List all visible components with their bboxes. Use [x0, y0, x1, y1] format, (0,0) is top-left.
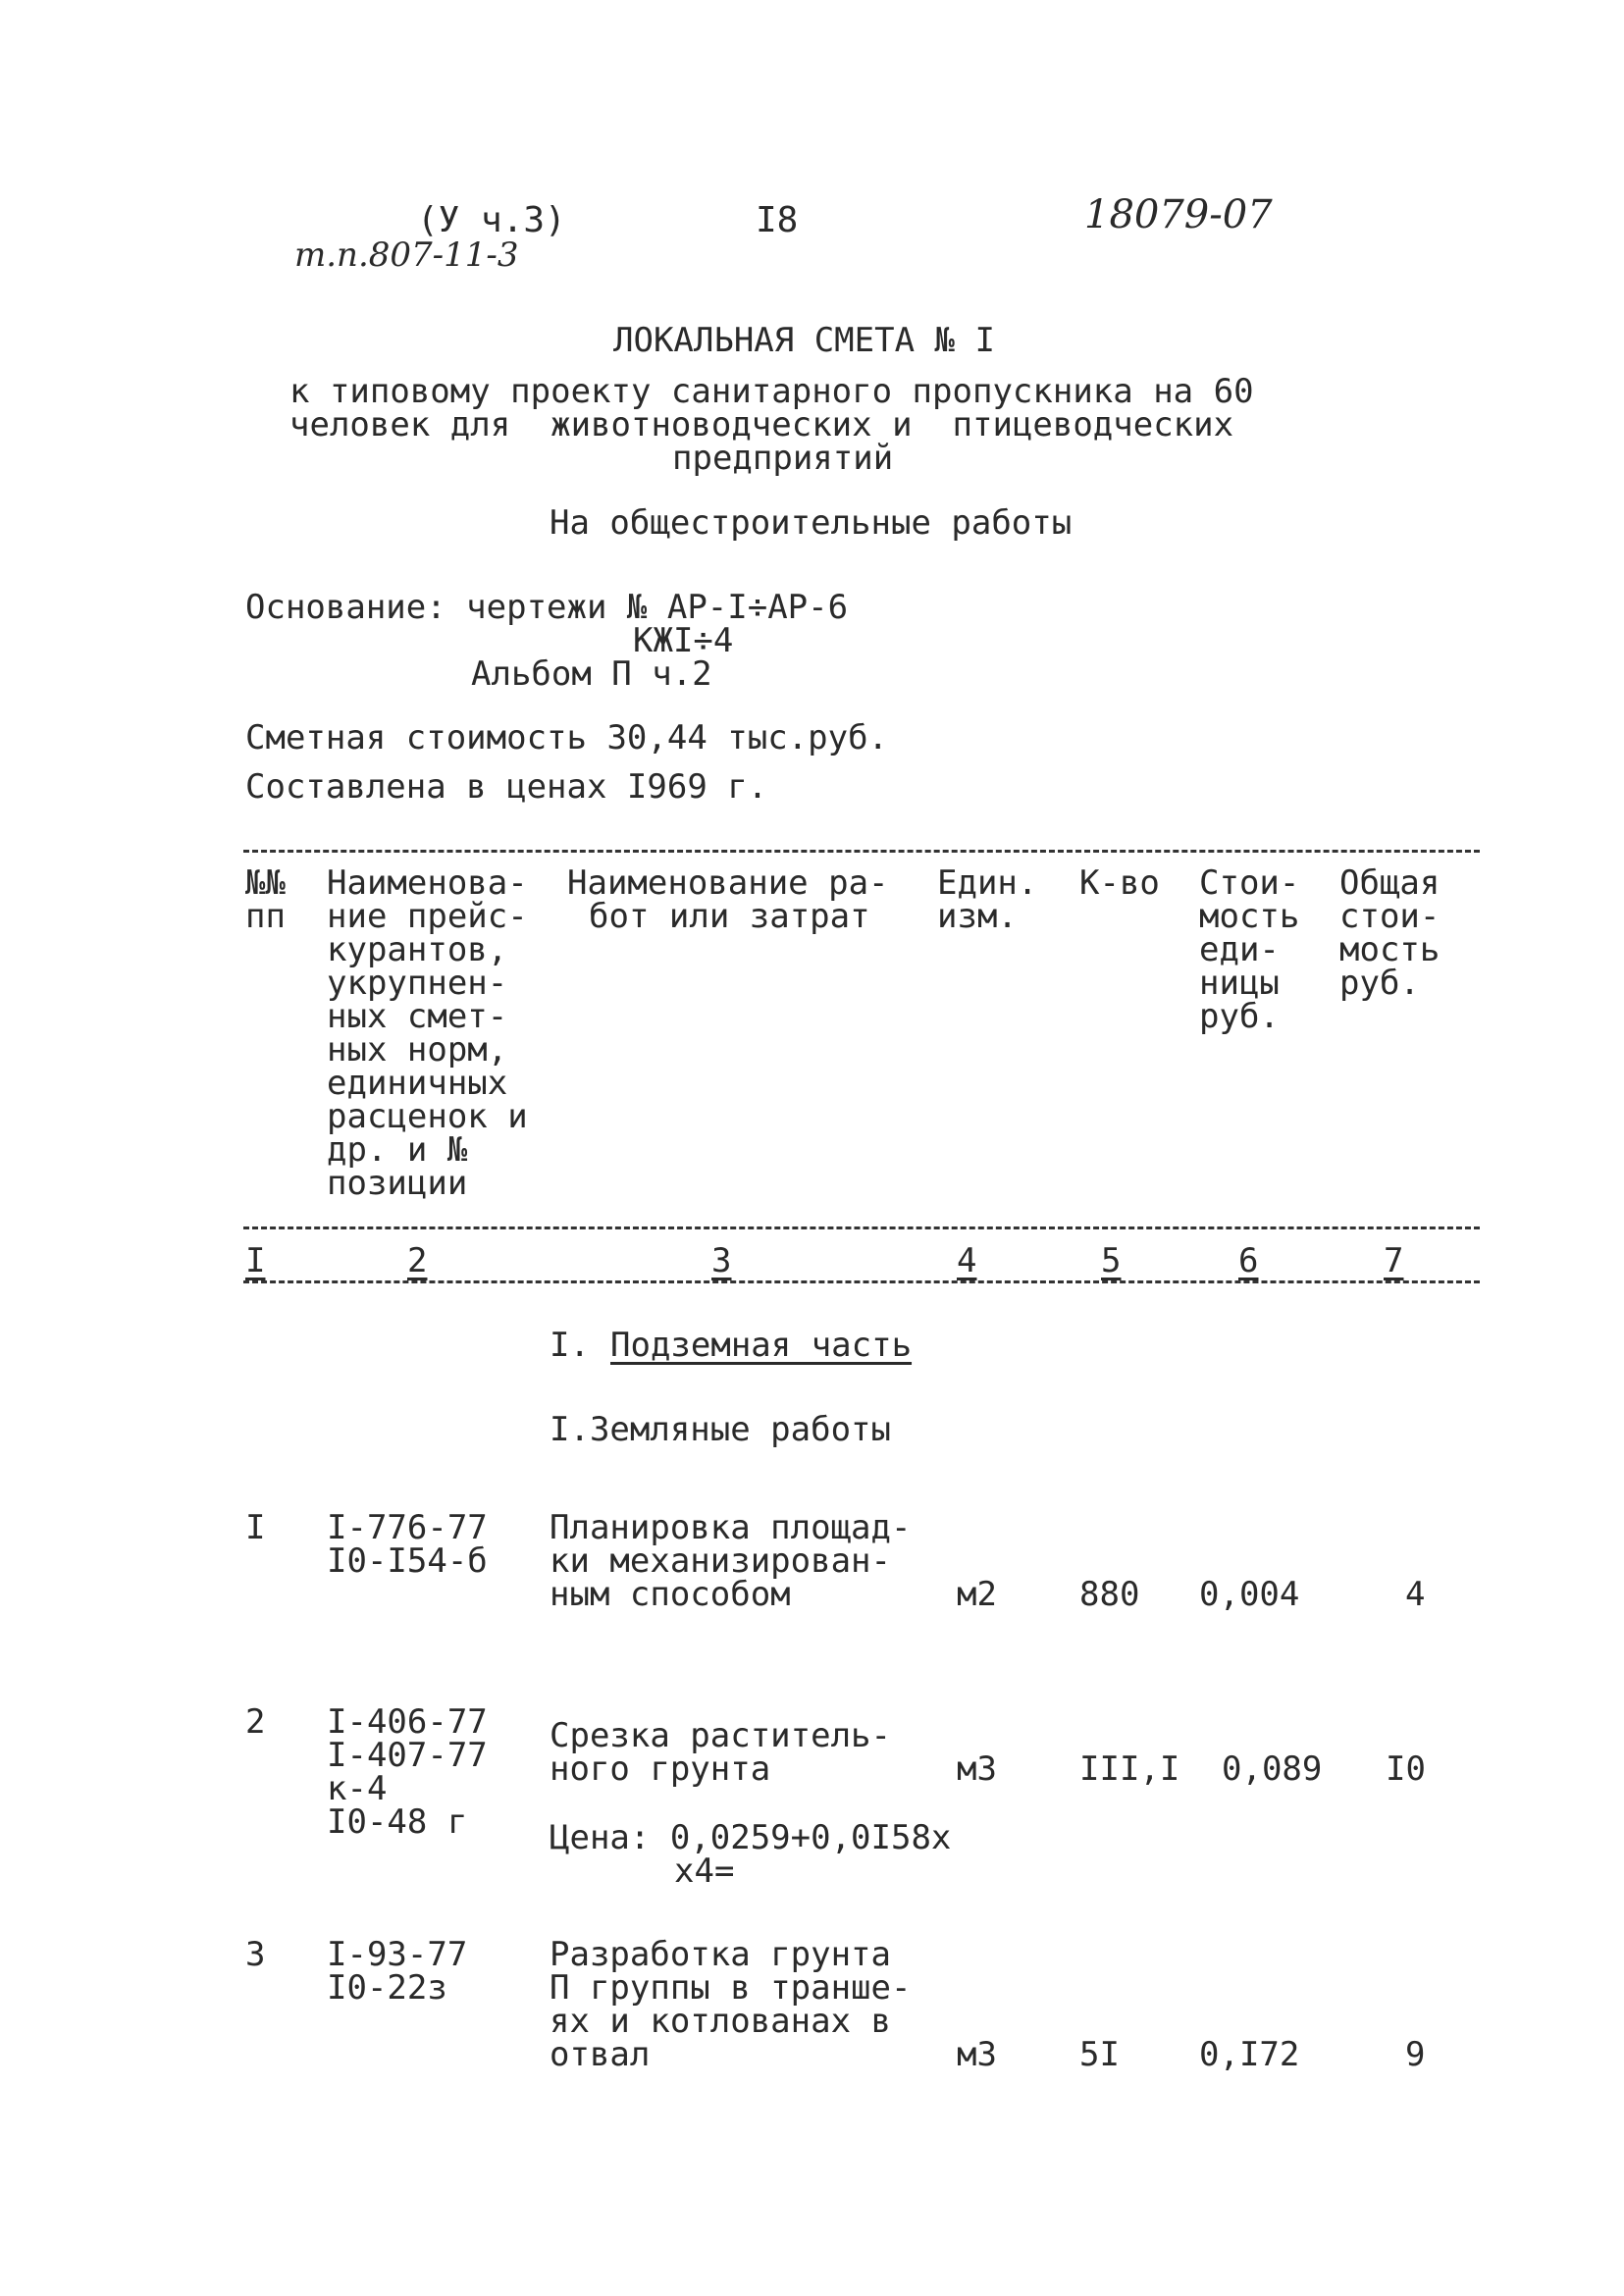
column-number: 3	[711, 1241, 732, 1280]
header-cell: ницы	[1199, 964, 1280, 1003]
header-col-7	[1339, 863, 1441, 1003]
header-cell: др. и №	[327, 1130, 468, 1170]
row-work: ки механизирован-	[550, 1541, 891, 1581]
header-col-3	[567, 863, 889, 936]
subtitle: На общестроительные работы	[550, 503, 1073, 543]
header-cell: стои-	[1339, 897, 1441, 936]
basis-line-3: Альбом П ч.2	[471, 654, 712, 694]
column-number: 6	[1238, 1241, 1259, 1280]
header-cell: №№	[245, 863, 286, 903]
header-cell: ных смет-	[327, 997, 508, 1036]
row-code: I-407-77	[327, 1736, 488, 1775]
header-cell: пп	[245, 897, 286, 936]
title-line-1: к типовому проекту санитарного пропускника на 60	[289, 372, 1254, 411]
header-cell: Наименова-	[327, 863, 528, 903]
header-cell: руб.	[1339, 964, 1420, 1003]
ref-part: (У ч.3)	[417, 200, 566, 240]
row-unit-cost: 0,I72	[1199, 2035, 1300, 2074]
price-basis: Составлена в ценах I969 г.	[245, 767, 768, 807]
row-code: I-406-77	[327, 1702, 488, 1742]
row-work: ях и котлованах в	[550, 2002, 891, 2041]
basis-line-1: Основание: чертежи № АР-I÷АР-6	[245, 588, 849, 627]
column-number: 4	[957, 1241, 977, 1280]
row-number: I	[245, 1508, 266, 1547]
row-work: ным способом	[550, 1575, 791, 1614]
row-total: I0	[1386, 1749, 1426, 1789]
row-work: П группы в транше-	[550, 1968, 912, 2008]
header-cell: укрупнен-	[327, 964, 508, 1003]
header-cell: мость	[1339, 930, 1441, 969]
header-col-5	[1079, 863, 1160, 903]
document-code: 18079-07	[1084, 192, 1273, 237]
row-work: Планировка площад-	[550, 1508, 912, 1547]
header-col-6	[1199, 863, 1300, 1036]
header-cell: бот или затрат	[589, 897, 870, 936]
row-unit-cost: 0,089	[1222, 1749, 1323, 1789]
row-code: I-776-77	[327, 1508, 488, 1547]
row-price-note: Цена: 0,0259+0,0I58х	[550, 1818, 952, 1857]
row-unit: м3	[957, 2035, 997, 2074]
table-top-rule	[243, 850, 1480, 853]
row-code: I0-I54-б	[327, 1541, 488, 1581]
section-title: Подземная часть	[610, 1326, 913, 1365]
basis-line-2: КЖI÷4	[633, 621, 734, 660]
header-cell: ных норм,	[327, 1030, 508, 1070]
row-quantity: 880	[1079, 1575, 1140, 1614]
row-work: отвал	[550, 2035, 651, 2074]
title-line-3: предприятий	[672, 439, 894, 478]
ref-number: т.п.807-11-3	[294, 235, 519, 275]
header-cell: позиции	[327, 1164, 468, 1203]
section-prefix: I.	[550, 1326, 590, 1365]
header-cell: Общая	[1339, 863, 1441, 903]
header-cell: Един.	[937, 863, 1038, 903]
column-number: 5	[1101, 1241, 1122, 1280]
header-cell: изм.	[937, 897, 1018, 936]
row-work: Разработка грунта	[550, 1935, 891, 1974]
subsection-title: I.Земляные работы	[550, 1410, 891, 1449]
row-quantity: III,I	[1079, 1749, 1180, 1789]
page-number: I8	[756, 200, 799, 240]
row-code: I0-22з	[327, 1968, 447, 2008]
header-cell: расценок и	[327, 1097, 528, 1136]
row-code: I0-48 г	[327, 1802, 468, 1842]
column-number: I	[245, 1241, 266, 1280]
header-cell: Стои-	[1199, 863, 1300, 903]
estimated-cost: Сметная стоимость 30,44 тыс.руб.	[245, 718, 889, 757]
row-work: ного грунта	[550, 1749, 771, 1789]
header-cell: единичных	[327, 1064, 508, 1103]
row-quantity: 5I	[1079, 2035, 1120, 2074]
header-col-1	[245, 863, 286, 936]
header-cell: руб.	[1199, 997, 1280, 1036]
row-unit: м3	[957, 1749, 997, 1789]
table-header-rule	[243, 1226, 1480, 1229]
row-total: 9	[1405, 2035, 1426, 2074]
header-cell: К-во	[1079, 863, 1160, 903]
header-cell: еди-	[1199, 930, 1280, 969]
row-code: I-93-77	[327, 1935, 468, 1974]
header-col-4	[937, 863, 1038, 936]
row-unit: м2	[957, 1575, 997, 1614]
row-work: Срезка раститель-	[550, 1716, 891, 1755]
row-total: 4	[1405, 1575, 1426, 1614]
column-number-rule	[243, 1280, 1480, 1283]
row-number: 3	[245, 1935, 266, 1974]
row-number: 2	[245, 1702, 266, 1742]
page-title: ЛОКАЛЬНАЯ СМЕТА № I	[613, 321, 995, 360]
column-number: 2	[407, 1241, 428, 1280]
row-price-note: х4=	[674, 1852, 735, 1891]
header-cell: Наименование ра-	[567, 863, 889, 903]
header-cell: курантов,	[327, 930, 508, 969]
header-col-2	[327, 863, 528, 1203]
header-cell: ние прейс-	[327, 897, 528, 936]
title-line-2: человек для животноводческих и птицеводческих	[289, 405, 1234, 444]
row-code: к-4	[327, 1769, 388, 1808]
column-number: 7	[1384, 1241, 1404, 1280]
header-cell: мость	[1199, 897, 1300, 936]
row-unit-cost: 0,004	[1199, 1575, 1300, 1614]
